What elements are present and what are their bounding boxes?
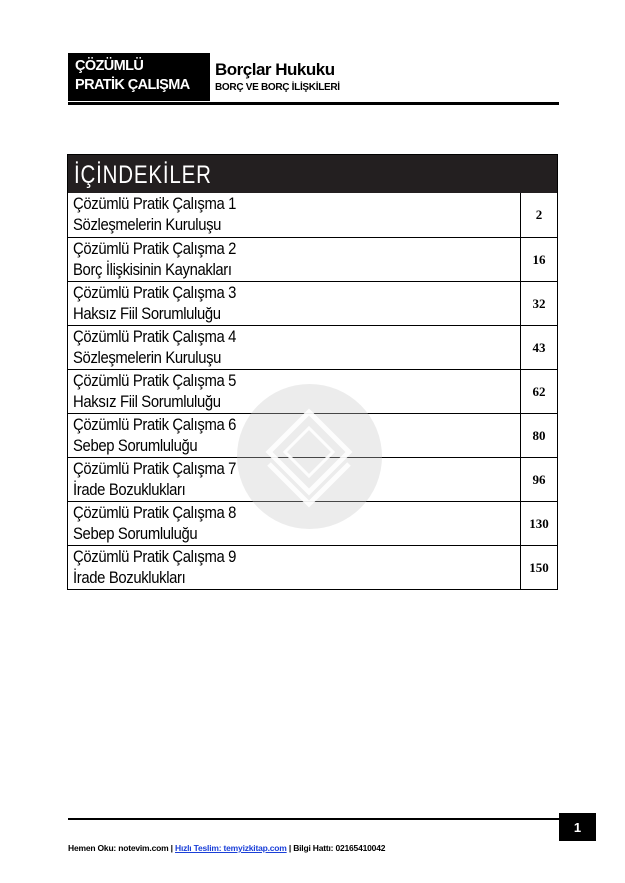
- toc-row[interactable]: [68, 545, 557, 589]
- toc-row[interactable]: [68, 281, 557, 325]
- toc-row[interactable]: [68, 369, 557, 413]
- brand-block: [68, 53, 210, 101]
- brand-line-2: PRATİK ÇALIŞMA: [75, 77, 190, 93]
- toc-entry-title: [68, 370, 521, 413]
- footer-bar: [68, 843, 385, 853]
- toc-entry-page: 2: [535, 207, 543, 222]
- toc-entry-page: 16: [532, 251, 546, 267]
- page-number: 1: [559, 813, 596, 841]
- toc-entry-page: 130: [529, 515, 549, 531]
- footer-separator: |: [288, 843, 292, 853]
- toc-entry-line2: Haksız Fiil Sorumluluğu: [73, 393, 221, 411]
- toc-entry-line2: Sözleşmelerin Kuruluşu: [73, 349, 222, 367]
- toc-entry-page: 96: [532, 471, 546, 487]
- footer-delivery-link[interactable]: Hızlı Teslim: temyizkitap.com: [175, 843, 287, 853]
- toc-row[interactable]: [68, 457, 557, 501]
- toc-entry-title: [68, 414, 521, 457]
- toc-entry-line1: Çözümlü Pratik Çalışma 1: [73, 195, 237, 213]
- toc-entry-page: 150: [529, 559, 549, 575]
- toc-entry-page: 62: [532, 383, 546, 399]
- toc-entry-title: [68, 282, 521, 325]
- toc-heading-text: İÇİNDEKİLER: [74, 161, 212, 189]
- toc-row[interactable]: [68, 237, 557, 281]
- toc-row[interactable]: [68, 413, 557, 457]
- toc-row[interactable]: [68, 193, 557, 237]
- toc-entry-title: [68, 458, 521, 501]
- toc-entry-line2: İrade Bozuklukları: [73, 569, 186, 587]
- toc-entry-title: [68, 502, 521, 545]
- toc-entry-line2: Borç İlişkisinin Kaynakları: [73, 261, 232, 279]
- toc-entry-line1: Çözümlü Pratik Çalışma 7: [73, 460, 237, 478]
- footer-read-label: Hemen Oku: notevim.com: [68, 843, 169, 853]
- toc-row[interactable]: [68, 501, 557, 545]
- toc-entry-page: 80: [532, 427, 546, 443]
- toc-entry-line1: Çözümlü Pratik Çalışma 5: [73, 372, 237, 390]
- toc-entry-title: [68, 546, 521, 589]
- toc-entry-line1: Çözümlü Pratik Çalışma 2: [73, 240, 237, 258]
- toc-entry-line1: Çözümlü Pratik Çalışma 6: [73, 416, 237, 434]
- book-title: Borçlar Hukuku: [215, 60, 335, 79]
- footer-separator: |: [170, 843, 173, 853]
- toc-entry-page: 32: [532, 295, 546, 311]
- toc-entry-title: [68, 238, 521, 281]
- toc-entry-line1: Çözümlü Pratik Çalışma 8: [73, 504, 237, 522]
- toc-entry-title: [68, 193, 521, 237]
- toc-entry-line2: Sebep Sorumluluğu: [73, 437, 198, 455]
- toc-entry-line2: İrade Bozuklukları: [73, 481, 186, 499]
- toc-entry-line1: Çözümlü Pratik Çalışma 9: [73, 548, 237, 566]
- footer-hotline: Bilgi Hattı: 02165410042: [293, 843, 386, 853]
- toc-entry-line1: Çözümlü Pratik Çalışma 3: [73, 284, 237, 302]
- toc-entry-line2: Haksız Fiil Sorumluluğu: [73, 305, 221, 323]
- toc-entry-line2: Sebep Sorumluluğu: [73, 525, 198, 543]
- brand-line-1: ÇÖZÜMLÜ: [75, 58, 144, 74]
- toc-heading: [68, 155, 557, 193]
- toc-rows: [68, 193, 557, 589]
- header-divider: [68, 102, 559, 105]
- toc-entry-title: [68, 326, 521, 369]
- table-of-contents: [67, 154, 558, 590]
- toc-row[interactable]: [68, 325, 557, 369]
- footer-divider: [68, 818, 559, 820]
- book-subtitle: BORÇ VE BORÇ İLİŞKİLERİ: [215, 82, 340, 93]
- toc-entry-page: 43: [532, 339, 546, 355]
- toc-entry-line1: Çözümlü Pratik Çalışma 4: [73, 328, 237, 346]
- toc-entry-line2: Sözleşmelerin Kuruluşu: [73, 216, 222, 234]
